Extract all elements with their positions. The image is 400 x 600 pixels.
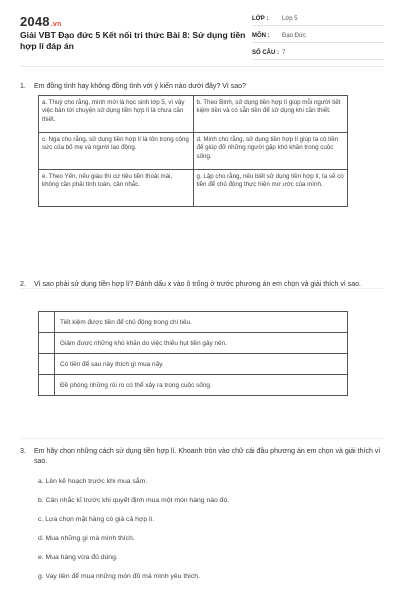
opinion-cell-d: d. Minh cho rằng, sử dụng tiền hợp lí giúp ta có tiền để giúp đỡ những người gặp khó khăn trong cuộc sống.: [193, 133, 348, 170]
checkbox-cell[interactable]: [39, 375, 55, 396]
option-g[interactable]: g. Vay tiền để mua những món đồ mà mình yêu thích.: [38, 573, 200, 580]
meta-label: MÔN :: [252, 32, 270, 39]
table-row: [39, 375, 348, 396]
option-c[interactable]: c. Lựa chọn mặt hàng có giá cả hợp lí.: [38, 516, 155, 523]
option-d[interactable]: d. Mua những gì mà mình thích.: [38, 535, 135, 542]
reason-text: Tiết kiệm được tiền để chủ động trong chi tiêu.: [55, 312, 348, 333]
site-logo[interactable]: [20, 14, 61, 29]
option-b[interactable]: b. Cân nhắc kĩ trước khi quyết định mua một món hàng nào đó.: [38, 497, 230, 504]
checkbox-cell[interactable]: [39, 312, 55, 333]
meta-value: Lớp 5: [282, 15, 298, 22]
logo-suffix: .vn: [50, 21, 62, 28]
opinion-cell-b: b. Theo Bình, sử dụng tiền hợp lí giúp mỗi người tiết kiệm tiền và có sẵn tiền để sử dụng khi cần thiết.: [193, 96, 348, 133]
meta-count-row: [252, 46, 384, 60]
meta-value: 7: [282, 49, 286, 56]
meta-subject-row: [252, 29, 384, 43]
meta-label: SỐ CÂU :: [252, 49, 279, 56]
question-number: 1.: [20, 83, 26, 90]
question-number: 3.: [20, 448, 26, 455]
table-row: [39, 170, 348, 207]
meta-info: [252, 12, 384, 63]
table-row: [39, 133, 348, 170]
page-title: Giải VBT Đạo đức 5 Kết nối tri thức Bài 8: Sử dụng tiền hợp lí đáp án: [20, 30, 246, 51]
opinion-table: [38, 95, 348, 207]
meta-class-row: [252, 12, 384, 26]
option-a[interactable]: a. Lên kế hoạch trước khi mua sắm.: [38, 478, 148, 485]
option-e[interactable]: e. Mua hàng vừa đủ dùng.: [38, 554, 118, 561]
question-1: [20, 82, 384, 92]
opinion-cell-a: a. Thuỳ cho rằng, mình mới là học sinh lớp 5, vì vậy việc bàn tới chuyện sử dụng tiền hợp lí là chưa cần thiết.: [39, 96, 194, 133]
header-divider: [20, 66, 384, 67]
question-text: Em hãy chọn những cách sử dụng tiền hợp lí. Khoanh tròn vào chữ cái đầu phương án em chọn và giải thích vì sao.: [34, 448, 381, 465]
question-number: 2.: [20, 281, 26, 288]
section-divider: [20, 438, 384, 439]
question-text: Em đồng tình hay không đồng tình với ý kiến nào dưới đây? Vì sao?: [34, 83, 246, 90]
table-row: [39, 96, 348, 133]
table-row: [39, 312, 348, 333]
logo-main: 2048: [20, 14, 50, 29]
meta-value: Đạo Đức: [282, 32, 307, 39]
question-2: [20, 280, 384, 290]
table-row: [39, 354, 348, 375]
meta-label: LỚP :: [252, 15, 269, 22]
question-3: [20, 447, 384, 467]
opinion-cell-e: e. Theo Yến, nếu giàu thì cứ tiêu tiền thoải mái, không cần phải tính toán, cân nhắc.: [39, 170, 194, 207]
opinion-cell-g: g. Lập cho rằng, nếu biết sử dụng tiền hợp lí, ta sẽ có tiền để chủ động thực hiện mơ ước của mình.: [193, 170, 348, 207]
checkbox-cell[interactable]: [39, 333, 55, 354]
reason-text: Có tiền để sau này thích gì mua nấy.: [55, 354, 348, 375]
reason-text: Giảm được những khó khăn do việc thiếu hụt tiền gây nên.: [55, 333, 348, 354]
opinion-cell-c: c. Nga cho rằng, sử dụng tiền hợp lí là tôn trọng công sức của bố mẹ và người lao động.: [39, 133, 194, 170]
checkbox-cell[interactable]: [39, 354, 55, 375]
reason-table: [38, 311, 348, 396]
option-list: [38, 477, 229, 591]
question-text: Vì sao phải sử dụng tiền hợp lí? Đánh dấu x vào ô trống ở trước phương án em chọn và giải thích vì sao.: [34, 281, 361, 288]
reason-text: Đề phòng những rủi ro có thể xảy ra trong cuộc sống.: [55, 375, 348, 396]
table-row: [39, 333, 348, 354]
